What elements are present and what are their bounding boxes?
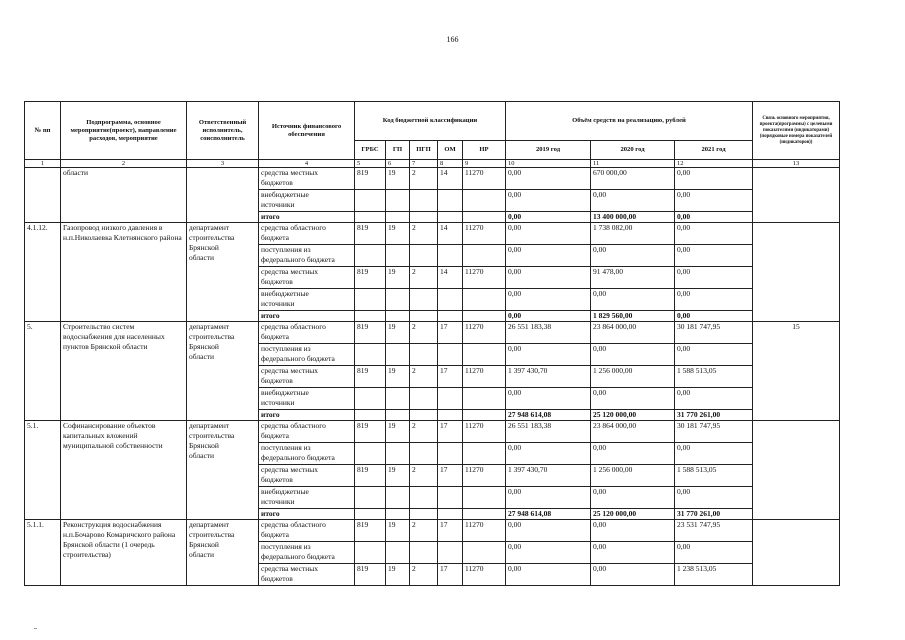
amount-y2019: 0,00: [506, 487, 591, 509]
code-nr: [463, 487, 506, 509]
amount-y2020: 0,00: [591, 245, 675, 267]
code-cell: [438, 212, 463, 223]
item-number: [25, 168, 61, 223]
amount-y2021: 0,00: [675, 245, 753, 267]
item-description: области: [61, 168, 187, 223]
code-grbs: 819: [355, 366, 386, 388]
budget-table: [24, 101, 840, 586]
code-gp: 19: [386, 465, 410, 487]
table-row: [25, 421, 840, 443]
code-pgp: [410, 443, 438, 465]
code-cell: [438, 410, 463, 421]
amount-y2021: 31 770 261,00: [675, 410, 753, 421]
code-om: 17: [438, 465, 463, 487]
code-pgp: [410, 289, 438, 311]
amount-y2019: 1 397 430,70: [506, 465, 591, 487]
amount-y2021: 0,00: [675, 212, 753, 223]
code-pgp: [410, 487, 438, 509]
scan-mark: [34, 628, 37, 629]
source-cell: средства областного бюджета: [259, 520, 355, 542]
total-label: итого: [259, 410, 355, 421]
amount-y2019: 0,00: [506, 245, 591, 267]
code-cell: [355, 212, 386, 223]
column-number: 1: [25, 160, 61, 168]
header-2019: 2019 год: [506, 141, 591, 160]
amount-y2021: 1 588 513,05: [675, 465, 753, 487]
code-gp: 19: [386, 223, 410, 245]
column-number: 13: [753, 160, 840, 168]
code-gp: 19: [386, 366, 410, 388]
source-cell: средства местных бюджетов: [259, 168, 355, 190]
column-number: 5: [355, 160, 386, 168]
header-subprogram: Подпрограмма, основное мероприятие(проект), направление расходов, мероприятие: [61, 102, 187, 160]
amount-y2020: 0,00: [591, 388, 675, 410]
code-pgp: 2: [410, 168, 438, 190]
amount-y2019: 0,00: [506, 311, 591, 322]
table-body: [25, 168, 840, 586]
amount-y2020: 1 256 000,00: [591, 366, 675, 388]
total-label: итого: [259, 212, 355, 223]
code-om: [438, 190, 463, 212]
code-cell: [463, 410, 506, 421]
code-pgp: 2: [410, 564, 438, 586]
source-cell: средства областного бюджета: [259, 322, 355, 344]
item-description: Строительство систем водоснабжения для населенных пунктов Брянской области: [61, 322, 187, 421]
amount-y2021: 0,00: [675, 443, 753, 465]
code-pgp: 2: [410, 465, 438, 487]
amount-y2019: 0,00: [506, 289, 591, 311]
code-gp: [386, 388, 410, 410]
code-pgp: [410, 542, 438, 564]
code-cell: [386, 212, 410, 223]
column-number: 10: [506, 160, 591, 168]
code-nr: [463, 388, 506, 410]
code-nr: [463, 289, 506, 311]
amount-y2020: 0,00: [591, 520, 675, 542]
amount-y2020: 1 829 560,00: [591, 311, 675, 322]
amount-y2021: 0,00: [675, 388, 753, 410]
column-number: 3: [187, 160, 259, 168]
code-cell: [355, 311, 386, 322]
code-nr: 11270: [463, 564, 506, 586]
code-om: 17: [438, 520, 463, 542]
source-cell: средства местных бюджетов: [259, 465, 355, 487]
amount-y2021: 30 181 747,95: [675, 322, 753, 344]
amount-y2021: 0,00: [675, 168, 753, 190]
source-cell: средства областного бюджета: [259, 421, 355, 443]
source-cell: поступления из федерального бюджета: [259, 344, 355, 366]
code-om: [438, 344, 463, 366]
code-grbs: 819: [355, 223, 386, 245]
item-responsible: департамент строительства Брянской области: [187, 520, 259, 586]
item-indicator-link: [753, 168, 840, 223]
amount-y2019: 1 397 430,70: [506, 366, 591, 388]
code-grbs: [355, 245, 386, 267]
amount-y2020: 25 120 000,00: [591, 410, 675, 421]
amount-y2020: 670 000,00: [591, 168, 675, 190]
amount-y2021: 0,00: [675, 487, 753, 509]
amount-y2020: 13 400 000,00: [591, 212, 675, 223]
amount-y2021: 0,00: [675, 267, 753, 289]
item-indicator-link: [753, 520, 840, 586]
source-cell: поступления из федерального бюджета: [259, 245, 355, 267]
amount-y2020: 1 256 000,00: [591, 465, 675, 487]
item-description: Газопровод низкого давления в н.п.Николаевка Клетнянского района: [61, 223, 187, 322]
amount-y2021: 0,00: [675, 542, 753, 564]
source-cell: внебюджетные источники: [259, 190, 355, 212]
code-om: 14: [438, 223, 463, 245]
code-grbs: 819: [355, 564, 386, 586]
code-om: [438, 487, 463, 509]
source-cell: поступления из федерального бюджета: [259, 542, 355, 564]
amount-y2021: 0,00: [675, 223, 753, 245]
code-nr: 11270: [463, 223, 506, 245]
item-number: 5.: [25, 322, 61, 421]
code-cell: [463, 311, 506, 322]
code-cell: [355, 410, 386, 421]
code-grbs: [355, 487, 386, 509]
amount-y2021: 0,00: [675, 311, 753, 322]
code-grbs: 819: [355, 322, 386, 344]
code-om: 17: [438, 322, 463, 344]
amount-y2021: 0,00: [675, 344, 753, 366]
item-responsible: департамент строительства Брянской области: [187, 322, 259, 421]
amount-y2019: 0,00: [506, 520, 591, 542]
code-gp: 19: [386, 421, 410, 443]
item-indicator-link: [753, 421, 840, 520]
source-cell: внебюджетные источники: [259, 289, 355, 311]
code-grbs: 819: [355, 421, 386, 443]
column-number-row: [25, 160, 840, 168]
code-om: 14: [438, 168, 463, 190]
code-cell: [438, 509, 463, 520]
amount-y2020: 0,00: [591, 487, 675, 509]
amount-y2019: 0,00: [506, 223, 591, 245]
source-cell: поступления из федерального бюджета: [259, 443, 355, 465]
code-om: 17: [438, 564, 463, 586]
code-cell: [410, 212, 438, 223]
item-responsible: департамент строительства Брянской области: [187, 223, 259, 322]
header-om: ОМ: [438, 141, 463, 160]
amount-y2019: 0,00: [506, 190, 591, 212]
item-responsible: [187, 168, 259, 223]
code-gp: [386, 190, 410, 212]
item-number: 4.1.12.: [25, 223, 61, 322]
code-gp: [386, 542, 410, 564]
code-grbs: [355, 190, 386, 212]
amount-y2020: 23 864 000,00: [591, 421, 675, 443]
code-gp: 19: [386, 168, 410, 190]
code-pgp: [410, 344, 438, 366]
source-cell: средства областного бюджета: [259, 223, 355, 245]
code-pgp: 2: [410, 322, 438, 344]
header-pgp: ПГП: [410, 141, 438, 160]
amount-y2020: 25 120 000,00: [591, 509, 675, 520]
amount-y2021: 31 770 261,00: [675, 509, 753, 520]
code-om: [438, 542, 463, 564]
item-number: 5.1.: [25, 421, 61, 520]
code-cell: [386, 311, 410, 322]
code-nr: [463, 245, 506, 267]
header-budget-code: Код бюджетной классификации: [355, 102, 506, 141]
code-pgp: 2: [410, 421, 438, 443]
code-om: [438, 388, 463, 410]
code-pgp: [410, 388, 438, 410]
column-number: 11: [591, 160, 675, 168]
amount-y2021: 30 181 747,95: [675, 421, 753, 443]
code-grbs: 819: [355, 267, 386, 289]
header-num: № пп: [25, 102, 61, 160]
total-label: итого: [259, 509, 355, 520]
source-cell: внебюджетные источники: [259, 487, 355, 509]
code-grbs: [355, 344, 386, 366]
amount-y2019: 0,00: [506, 542, 591, 564]
header-nr: НР: [463, 141, 506, 160]
amount-y2020: 23 864 000,00: [591, 322, 675, 344]
code-gp: [386, 245, 410, 267]
item-description: Софинансирование объектов капитальных вложений муниципальной собственности: [61, 421, 187, 520]
code-grbs: [355, 542, 386, 564]
code-gp: [386, 344, 410, 366]
code-grbs: [355, 443, 386, 465]
code-cell: [386, 410, 410, 421]
code-om: 17: [438, 366, 463, 388]
code-grbs: [355, 388, 386, 410]
code-gp: 19: [386, 520, 410, 542]
code-cell: [410, 410, 438, 421]
code-nr: 11270: [463, 465, 506, 487]
header-volume: Объём средств на реализацию, рублей: [506, 102, 753, 141]
column-number: 12: [675, 160, 753, 168]
amount-y2020: 1 738 082,00: [591, 223, 675, 245]
table-row: [25, 168, 840, 190]
column-number: 8: [438, 160, 463, 168]
amount-y2019: 27 948 614,08: [506, 410, 591, 421]
amount-y2019: 0,00: [506, 267, 591, 289]
table-row: [25, 322, 840, 344]
code-cell: [386, 509, 410, 520]
amount-y2019: 26 551 183,38: [506, 322, 591, 344]
amount-y2019: 0,00: [506, 344, 591, 366]
code-grbs: 819: [355, 520, 386, 542]
column-number: 9: [463, 160, 506, 168]
code-nr: [463, 542, 506, 564]
amount-y2020: 0,00: [591, 542, 675, 564]
code-gp: 19: [386, 267, 410, 289]
code-om: [438, 289, 463, 311]
amount-y2020: 0,00: [591, 443, 675, 465]
amount-y2021: 23 531 747,95: [675, 520, 753, 542]
code-pgp: 2: [410, 267, 438, 289]
code-nr: [463, 344, 506, 366]
header-2020: 2020 год: [591, 141, 675, 160]
table-row: [25, 223, 840, 245]
item-description: Реконструкция водоснабжения н.п.Бочарово Комаричского района Брянской области (1 очередь строительства): [61, 520, 187, 586]
amount-y2021: 0,00: [675, 289, 753, 311]
code-gp: [386, 289, 410, 311]
header-responsible: Ответственный исполнитель, соисполнитель: [187, 102, 259, 160]
item-indicator-link: [753, 223, 840, 322]
code-gp: [386, 443, 410, 465]
column-number: 2: [61, 160, 187, 168]
code-om: 14: [438, 267, 463, 289]
code-nr: 11270: [463, 267, 506, 289]
code-nr: 11270: [463, 322, 506, 344]
amount-y2019: 0,00: [506, 564, 591, 586]
header-source: Источник финансового обеспечения: [259, 102, 355, 160]
amount-y2019: 0,00: [506, 212, 591, 223]
amount-y2021: 0,00: [675, 190, 753, 212]
column-number: 4: [259, 160, 355, 168]
column-number: 6: [386, 160, 410, 168]
header-link: Связь основного мероприятия, проекта(программы) с целевыми показателями (индикаторами) (порядковые номера показателей (индикаторов)): [753, 102, 840, 160]
code-gp: 19: [386, 322, 410, 344]
code-gp: [386, 487, 410, 509]
code-nr: 11270: [463, 366, 506, 388]
code-nr: [463, 443, 506, 465]
total-label: итого: [259, 311, 355, 322]
code-cell: [463, 509, 506, 520]
code-grbs: 819: [355, 168, 386, 190]
amount-y2020: 0,00: [591, 344, 675, 366]
amount-y2019: 26 551 183,38: [506, 421, 591, 443]
code-cell: [355, 509, 386, 520]
table-row: [25, 520, 840, 542]
code-cell: [410, 311, 438, 322]
amount-y2019: 0,00: [506, 443, 591, 465]
code-cell: [410, 509, 438, 520]
code-cell: [438, 311, 463, 322]
code-om: [438, 245, 463, 267]
code-gp: 19: [386, 564, 410, 586]
amount-y2020: 0,00: [591, 289, 675, 311]
item-indicator-link: 15: [753, 322, 840, 421]
item-number: 5.1.1.: [25, 520, 61, 586]
amount-y2019: 0,00: [506, 388, 591, 410]
code-nr: 11270: [463, 520, 506, 542]
source-cell: средства местных бюджетов: [259, 564, 355, 586]
amount-y2020: 0,00: [591, 190, 675, 212]
amount-y2020: 0,00: [591, 564, 675, 586]
column-number: 7: [410, 160, 438, 168]
amount-y2021: 1 588 513,05: [675, 366, 753, 388]
amount-y2019: 27 948 614,08: [506, 509, 591, 520]
code-nr: 11270: [463, 421, 506, 443]
code-pgp: 2: [410, 366, 438, 388]
code-nr: [463, 190, 506, 212]
code-cell: [463, 212, 506, 223]
source-cell: средства местных бюджетов: [259, 267, 355, 289]
code-om: 17: [438, 421, 463, 443]
code-grbs: 819: [355, 465, 386, 487]
code-grbs: [355, 289, 386, 311]
item-responsible: департамент строительства Брянской области: [187, 421, 259, 520]
code-om: [438, 443, 463, 465]
header-grbs: ГРБС: [355, 141, 386, 160]
amount-y2019: 0,00: [506, 168, 591, 190]
header-2021: 2021 год: [675, 141, 753, 160]
amount-y2020: 91 478,00: [591, 267, 675, 289]
source-cell: внебюджетные источники: [259, 388, 355, 410]
code-pgp: [410, 245, 438, 267]
code-pgp: 2: [410, 520, 438, 542]
code-pgp: [410, 190, 438, 212]
code-nr: 11270: [463, 168, 506, 190]
code-pgp: 2: [410, 223, 438, 245]
page-number: 166: [446, 35, 459, 44]
amount-y2021: 1 238 513,05: [675, 564, 753, 586]
source-cell: средства местных бюджетов: [259, 366, 355, 388]
header-gp: ГП: [386, 141, 410, 160]
